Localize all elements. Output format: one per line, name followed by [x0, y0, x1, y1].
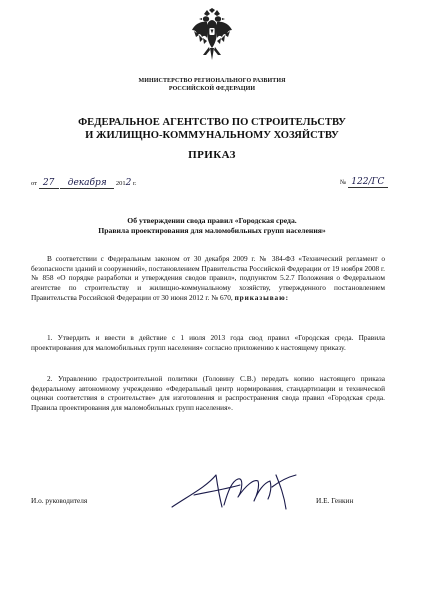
- order-word: приказываю:: [234, 292, 289, 302]
- signatory-name: И.Е. Генкин: [316, 496, 354, 505]
- number-prefix: №: [340, 179, 347, 186]
- date-month: декабря: [60, 178, 114, 189]
- title-line-1: Об утверждении свода правил «Городская среда.: [127, 216, 297, 225]
- agency-line-1: ФЕДЕРАЛЬНОЕ АГЕНТСТВО ПО СТРОИТЕЛЬСТВУ: [78, 117, 346, 128]
- date-year-prefix: 201: [115, 180, 126, 187]
- order-date: [31, 178, 137, 189]
- handwritten-signature-icon: [168, 465, 310, 517]
- order-item-1-text: 1. Утвердить и ввести в действие с 1 июля 2013 года свод правил «Городская среда. Правила проектирования для маломобильных групп населения» согласно приложению к настоящему приказу.: [31, 333, 385, 352]
- ministry-line-2: РОССИЙСКОЙ ФЕДЕРАЦИИ: [168, 85, 256, 92]
- signatory-position: И.о. руководителя: [31, 496, 88, 505]
- order-item-2-text: 2. Управлению градостроительной политики (Головину С.В.) передать копию настоящего приказа федеральному автономному учреждению «Федеральный центр нормирования, стандартизации и технической оценки соответствия в строительстве» для изготовления и распространения свода правил «Городская среда. Правила проектирования для маломобильных групп населения».: [31, 374, 385, 413]
- order-title: [0, 216, 424, 236]
- date-prefix: от: [31, 180, 38, 187]
- number-value: 122/ГС: [348, 177, 388, 188]
- date-day: 27: [39, 178, 59, 189]
- date-year-suffix: г.: [133, 180, 137, 187]
- order-item-2: [31, 374, 385, 413]
- document-type: ПРИКАЗ: [188, 149, 236, 161]
- ministry-line-1: МИНИСТЕРСТВО РЕГИОНАЛЬНОГО РАЗВИТИЯ: [138, 78, 286, 84]
- ministry-name: [0, 78, 424, 93]
- agency-line-2: И ЖИЛИЩНО-КОММУНАЛЬНОМУ ХОЗЯЙСТВУ: [85, 130, 339, 141]
- date-year-digit: 2: [125, 178, 132, 188]
- title-line-2: Правила проектирования для маломобильных групп населения»: [98, 226, 326, 235]
- order-number: [340, 177, 388, 188]
- agency-name: [0, 116, 424, 142]
- double-headed-eagle-emblem-icon: [191, 8, 233, 62]
- preamble-paragraph: [31, 254, 385, 303]
- order-item-1: [31, 333, 385, 352]
- preamble-text: В соответствии с Федеральным законом от 30 декабря 2009 г. № 384-ФЗ «Технический регламент о безопасности зданий и сооружений», постановлением Правительства Российской Федерации от 19 ноября 2008 г. № 858 «О порядке разработки и утверждения сводов правил», подпунктом 5.2.7 Положения о Федеральном агентстве по строительству и жилищно-коммунальному хозяйству, утвержденного постановлением Правительства Российской Федерации от 30 июня 2012 г. № 670,: [31, 254, 385, 302]
